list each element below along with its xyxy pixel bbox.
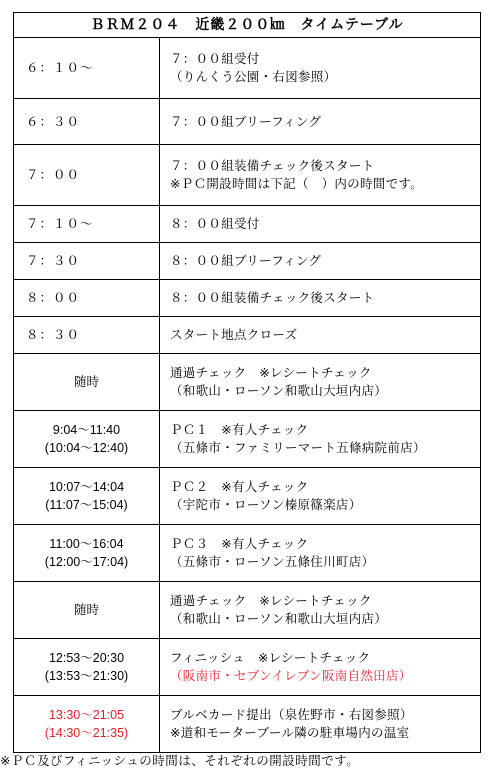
time-cell [14, 99, 160, 145]
time-text: (12:00～17:04) [44, 555, 129, 569]
footnote: ※ＰＣ及びフィニッシュの時間は、それぞれの開設時間です。 [0, 753, 360, 768]
event-text: ※ＰＣ開設時間は下記（ ）内の時間です。 [170, 176, 423, 191]
time-text: ６：３０ [26, 113, 81, 129]
time-cell [14, 145, 160, 206]
time-text: ６：１０～ [26, 60, 94, 75]
event-text: ※道和モーターブール隣の駐車場内の温室 [170, 725, 410, 740]
event-text: （五條市・ファミリーマート五條病院前店） [170, 440, 426, 455]
event-text: ８：００組装備チェック後スタート [170, 290, 375, 305]
time-text: (14:30～21:35) [44, 726, 129, 740]
time-cell [14, 696, 160, 753]
event-cell [160, 38, 481, 99]
table-row [14, 639, 481, 696]
timetable-body [14, 38, 481, 753]
event-cell [160, 411, 481, 468]
event-cell [160, 206, 481, 243]
event-text: ８：００組受付 [170, 216, 260, 231]
event-text: ７：００組受付 [170, 51, 260, 66]
table-row [14, 38, 481, 99]
table-row [14, 354, 481, 411]
time-text: 13:30～21:05 [48, 708, 125, 722]
event-cell [160, 696, 481, 753]
event-cell [160, 99, 481, 145]
time-text: 10:07～14:04 [48, 480, 125, 494]
time-cell [14, 411, 160, 468]
time-text: (11:07～15:04) [45, 498, 128, 512]
time-text: 随時 [73, 603, 99, 617]
table-row [14, 696, 481, 753]
table-row [14, 280, 481, 317]
event-cell [160, 582, 481, 639]
event-text: （阪南市・セブンイレブン阪南自然田店） [170, 668, 412, 683]
table-row [14, 411, 481, 468]
time-text: ７：１０～ [26, 216, 94, 231]
time-cell [14, 354, 160, 411]
time-text: ８：３０ [26, 327, 81, 342]
time-text: (10:04～12:40) [44, 441, 129, 455]
event-cell [160, 243, 481, 280]
event-text: （和歌山・ローソン和歌山大垣内店） [170, 611, 388, 626]
time-cell [14, 280, 160, 317]
time-cell [14, 206, 160, 243]
time-cell [14, 582, 160, 639]
time-cell [14, 639, 160, 696]
event-cell [160, 354, 481, 411]
time-text: 9:04～11:40 [52, 423, 121, 437]
time-text: 随時 [73, 375, 99, 389]
time-text: 12:53～20:30 [48, 651, 125, 665]
table-row [14, 99, 481, 145]
event-text: （和歌山・ローソン和歌山大垣内店） [170, 383, 388, 398]
event-text: 通過チェック ※レシートチェック [170, 365, 372, 380]
event-text: ＰＣ３ ※有人チェック [170, 536, 309, 551]
time-text: ７：００ [26, 167, 81, 182]
time-text: ７：３０ [26, 253, 81, 268]
event-text: ７：００組ブリーフィング [170, 113, 322, 129]
table-row [14, 468, 481, 525]
event-text: 通過チェック ※レシートチェック [170, 593, 372, 608]
table-row [14, 525, 481, 582]
table-row [14, 317, 481, 354]
time-cell [14, 243, 160, 280]
time-text: ８：００ [26, 290, 81, 305]
event-cell [160, 639, 481, 696]
table-row [14, 243, 481, 280]
time-text: (13:53～21:30) [44, 669, 129, 683]
title-row [14, 13, 481, 38]
event-cell [160, 280, 481, 317]
event-text: ＰＣ２ ※有人チェック [170, 479, 309, 494]
time-cell [14, 38, 160, 99]
event-text: （宇陀市・ローソン榛原篠楽店） [170, 497, 362, 512]
time-cell [14, 468, 160, 525]
event-text: フィニッシュ ※レシートチェック [170, 650, 371, 665]
event-text: スタート地点クローズ [170, 327, 298, 342]
timetable-title: ＢＲＭ２０４ 近畿２００㎞ タイムテーブル [14, 13, 481, 38]
table-row [14, 582, 481, 639]
table-row [14, 145, 481, 206]
table-row [14, 206, 481, 243]
time-text: 11:00～16:04 [49, 537, 124, 551]
time-cell [14, 525, 160, 582]
event-text: ７：００組装備チェック後スタート [170, 158, 375, 173]
event-text: （りんくう公園・右図参照） [170, 69, 337, 84]
event-cell [160, 468, 481, 525]
event-cell [160, 317, 481, 354]
timetable [13, 12, 481, 753]
event-cell [160, 145, 481, 206]
event-text: ブルベカード提出（泉佐野市・右図参照） [170, 707, 413, 722]
event-text: ＰＣ１ ※有人チェック [170, 422, 309, 437]
event-text: ８：００組ブリーフィング [170, 253, 322, 268]
event-text: （五條市・ローソン五條住川町店） [170, 554, 375, 569]
time-cell [14, 317, 160, 354]
event-cell [160, 525, 481, 582]
